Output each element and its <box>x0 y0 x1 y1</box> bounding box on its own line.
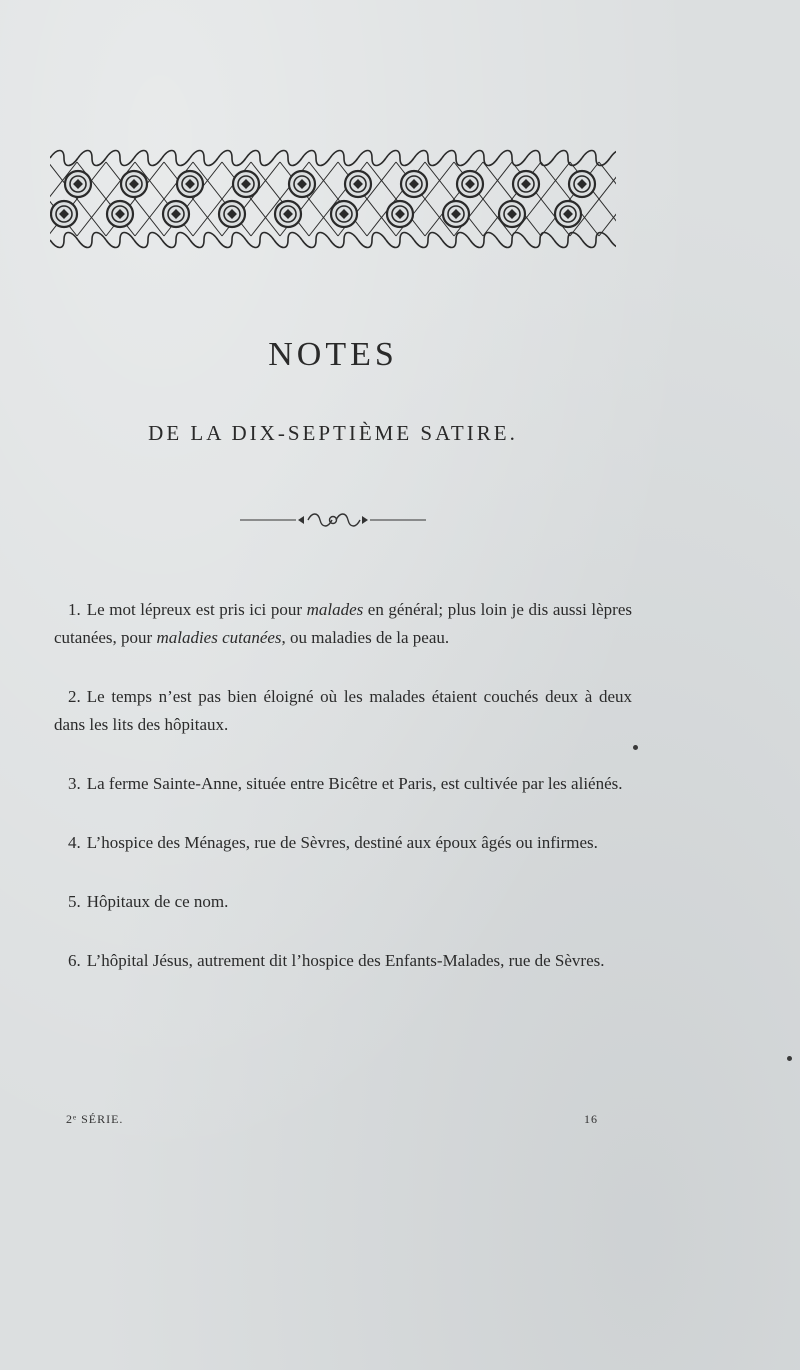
ink-speck <box>633 745 638 750</box>
decorative-divider-icon <box>238 508 428 532</box>
ink-speck <box>787 1056 792 1061</box>
ornamental-header-band <box>50 148 616 250</box>
note-item: 5. Hôpitaux de ce nom. <box>68 892 229 911</box>
page-subtitle: DE LA DIX-SEPTIÈME SATIRE. <box>148 421 518 445</box>
series-label: 2ᵉ SÉRIE. <box>66 1112 124 1126</box>
note-item: 2. Le temps n’est pas bien éloigné où les malades étaient couchés deux à deux dans les lits des hôpitaux. <box>54 687 632 734</box>
note-item: 3. La ferme Sainte-Anne, située entre Bicêtre et Paris, est cultivée par les aliénés. <box>68 774 623 793</box>
signature-mark: 16 <box>584 1112 598 1126</box>
notes-list <box>54 596 632 1006</box>
note-item: 6. L’hôpital Jésus, autrement dit l’hospice des Enfants-Malades, rue de Sèvres. <box>68 951 605 970</box>
page-title: NOTES <box>268 336 398 373</box>
note-item: 4. L’hospice des Ménages, rue de Sèvres, destiné aux époux âgés ou infirmes. <box>68 833 598 852</box>
note-item: 1. Le mot lépreux est pris ici pour malades en général; plus loin je dis aussi lèpres cutanées, pour maladies cutanées, ou maladies de la peau. <box>54 600 632 647</box>
